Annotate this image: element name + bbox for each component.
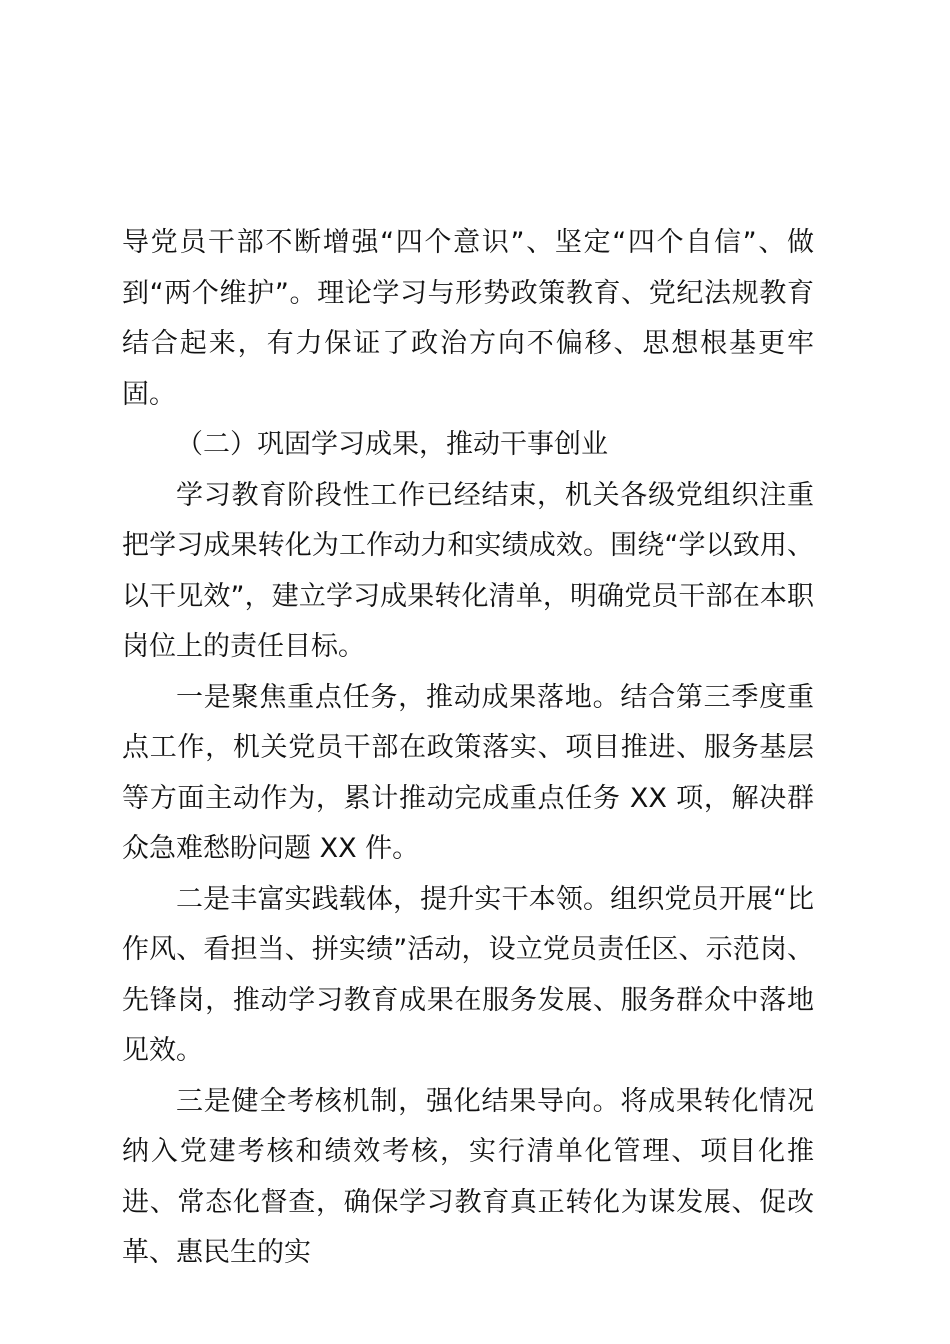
document-body: [122, 218, 814, 1279]
paragraph-point-three: 三是健全考核机制，强化结果导向。将成果转化情况纳入党建考核和绩效考核，实行清单化管理、项目化推进、常态化督查，确保学习教育真正转化为谋发展、促改革、惠民生的实: [122, 1085, 814, 1268]
paragraph-point-one: 一是聚焦重点任务，推动成果落地。结合第三季度重点工作，机关党员干部在政策落实、项目推进、服务基层等方面主动作为，累计推动完成重点任务 XX 项，解决群众急难愁盼问题 XX 件。: [122, 681, 814, 864]
paragraph-point-two: 二是丰富实践载体，提升实干本领。组织党员开展“比作风、看担当、拼实绩”活动，设立党员责任区、示范岗、先锋岗，推动学习教育成果在服务发展、服务群众中落地见效。: [122, 883, 814, 1066]
section-heading: （二）巩固学习成果，推动干事创业: [176, 429, 608, 460]
paragraph-intro: 学习教育阶段性工作已经结束，机关各级党组织注重把学习成果转化为工作动力和实绩成效。围绕“学以致用、以干见效”，建立学习成果转化清单，明确党员干部在本职岗位上的责任目标。: [122, 479, 814, 662]
paragraph-continuation: 导党员干部不断增强“四个意识”、坚定“四个自信”、做到“两个维护”。理论学习与形势政策教育、党纪法规教育结合起来，有力保证了政治方向不偏移、思想根基更牢固。: [122, 227, 814, 410]
